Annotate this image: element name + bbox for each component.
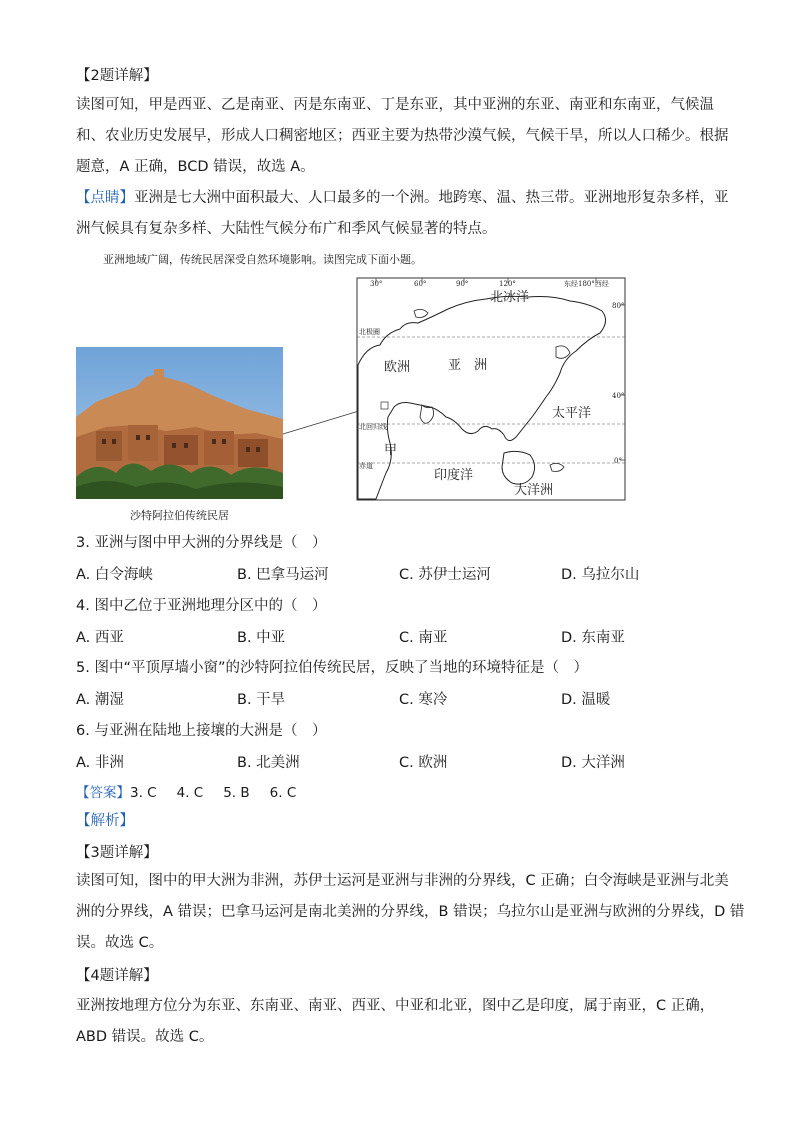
map-lon-60: 60° [414,280,427,288]
question-3-option-a[interactable]: A. 白令海峡 [76,567,153,583]
map-tropic-label: 北回归线 [359,423,387,431]
answer-6: 6. C [269,785,297,801]
answer-tag: 【答案】 [76,785,130,801]
question-3-option-b[interactable]: B. 巴拿马运河 [237,567,329,583]
q3-explanation [76,866,745,959]
answer-3: 3. C [130,785,157,801]
question-3-option-c[interactable]: C. 苏伊士运河 [399,567,491,583]
question-5-option-d[interactable]: D. 温暖 [561,692,611,708]
map-lon-90: 90° [456,280,469,288]
answer-4: 4. C [176,785,204,801]
q4-line-2: ABD 错误。故选 C。 [76,1029,214,1045]
question-6-option-d[interactable]: D. 大洋洲 [561,755,625,771]
map-label-jia: 甲 [384,443,398,458]
question-5-stem: 5. 图中“平顶厚墙小窗”的沙特阿拉伯传统民居，反映了当地的环境特征是（ ） [76,660,588,676]
map-lon-120: 120° [499,280,516,288]
answer-5: 5. B [223,785,250,801]
question-4-option-a[interactable]: A. 西亚 [76,630,124,646]
q4-explanation [76,991,716,1053]
map-label-oceania: 大洋洲 [514,483,554,498]
q2-line-1: 读图可知，甲是西亚、乙是南亚、丙是东南亚、丁是东亚，其中亚洲的东亚、南亚和东南亚，气候温 [76,97,714,113]
map-lat-80: 80° [612,302,625,310]
question-4-option-b[interactable]: B. 中亚 [237,630,286,646]
q2-line-3: 题意，A 正确，BCD 错误，故选 A。 [76,159,315,175]
question-3-option-d[interactable]: D. 乌拉尔山 [561,567,640,583]
map-label-europe: 欧洲 [384,360,411,375]
q2-line-2: 和、农业历史发展早，形成人口稠密地区；西亚主要为热带沙漠气候，气候干旱，所以人口稀少。根据 [76,128,729,144]
question-6-stem: 6. 与亚洲在陆地上接壤的大洲是（ ） [76,723,327,739]
map-lat-40: 40° [612,392,625,400]
question-4-option-c[interactable]: C. 南亚 [399,630,448,646]
question-6-option-c[interactable]: C. 欧洲 [399,755,448,771]
map-label-arctic-ocean: 北冰洋 [490,290,530,305]
section-heading-q4: 【4题详解】 [76,968,158,984]
map-lat-0: 0° [614,457,622,465]
question-4-stem: 4. 图中乙位于亚洲地理分区中的（ ） [76,598,327,614]
map-label-asia: 亚 洲 [448,358,488,373]
dianjing-line-2: 洲气候具有复杂多样、大陆性气候分布广和季风气候显著的特点。 [76,221,497,237]
map-arctic-circle-label: 北极圈 [359,328,380,336]
q3-line-1: 读图可知，图中的甲大洲为非洲，苏伊士运河是亚洲与非洲的分界线，C 正确；白令海峡是亚洲与北美 [76,873,729,889]
section-heading-q2: 【2题详解】 [76,68,158,84]
dianjing-tag: 【点睛】 [76,190,134,206]
question-4-option-d[interactable]: D. 东南亚 [561,630,625,646]
map-equator-label: 赤道 [359,462,373,470]
question-3-stem: 3. 亚洲与图中甲大洲的分界线是（ ） [76,535,327,551]
question-5-option-b[interactable]: B. 干旱 [237,692,286,708]
map-label-indian-ocean: 印度洋 [434,468,474,483]
section-heading-q3: 【3题详解】 [76,845,158,861]
jiexi-heading: 【解析】 [76,813,134,829]
map-lon-30: 30° [370,280,383,288]
question-5-option-a[interactable]: A. 潮湿 [76,692,124,708]
question-6-option-b[interactable]: B. 北美洲 [237,755,300,771]
photo-caption: 沙特阿拉伯传统民居 [130,509,229,522]
q3-line-3: 误。故选 C。 [76,935,164,951]
asia-map [356,277,642,503]
map-lon-180: 东经180°西经 [564,280,609,288]
dianjing-line-1: 亚洲是七大洲中面积最大、人口最多的一个洲。地跨寒、温、热三带。亚洲地形复杂多样，亚 [134,190,729,206]
q4-line-1: 亚洲按地理方位分为东亚、东南亚、南亚、西亚、中亚和北亚，图中乙是印度，属于南亚，C 正确， [76,998,715,1014]
question-6-option-a[interactable]: A. 非洲 [76,755,124,771]
group-intro: 亚洲地域广阔，传统民居深受自然环境影响。读图完成下面小题。 [103,253,422,266]
q3-line-2: 洲的分界线，A 错误；巴拿马运河是南北美洲的分界线，B 错误；乌拉尔山是亚洲与欧洲的分界线，D 错 [76,904,745,920]
answer-row [76,781,316,801]
map-label-pacific: 太平洋 [552,406,592,421]
question-5-option-c[interactable]: C. 寒冷 [399,692,448,708]
